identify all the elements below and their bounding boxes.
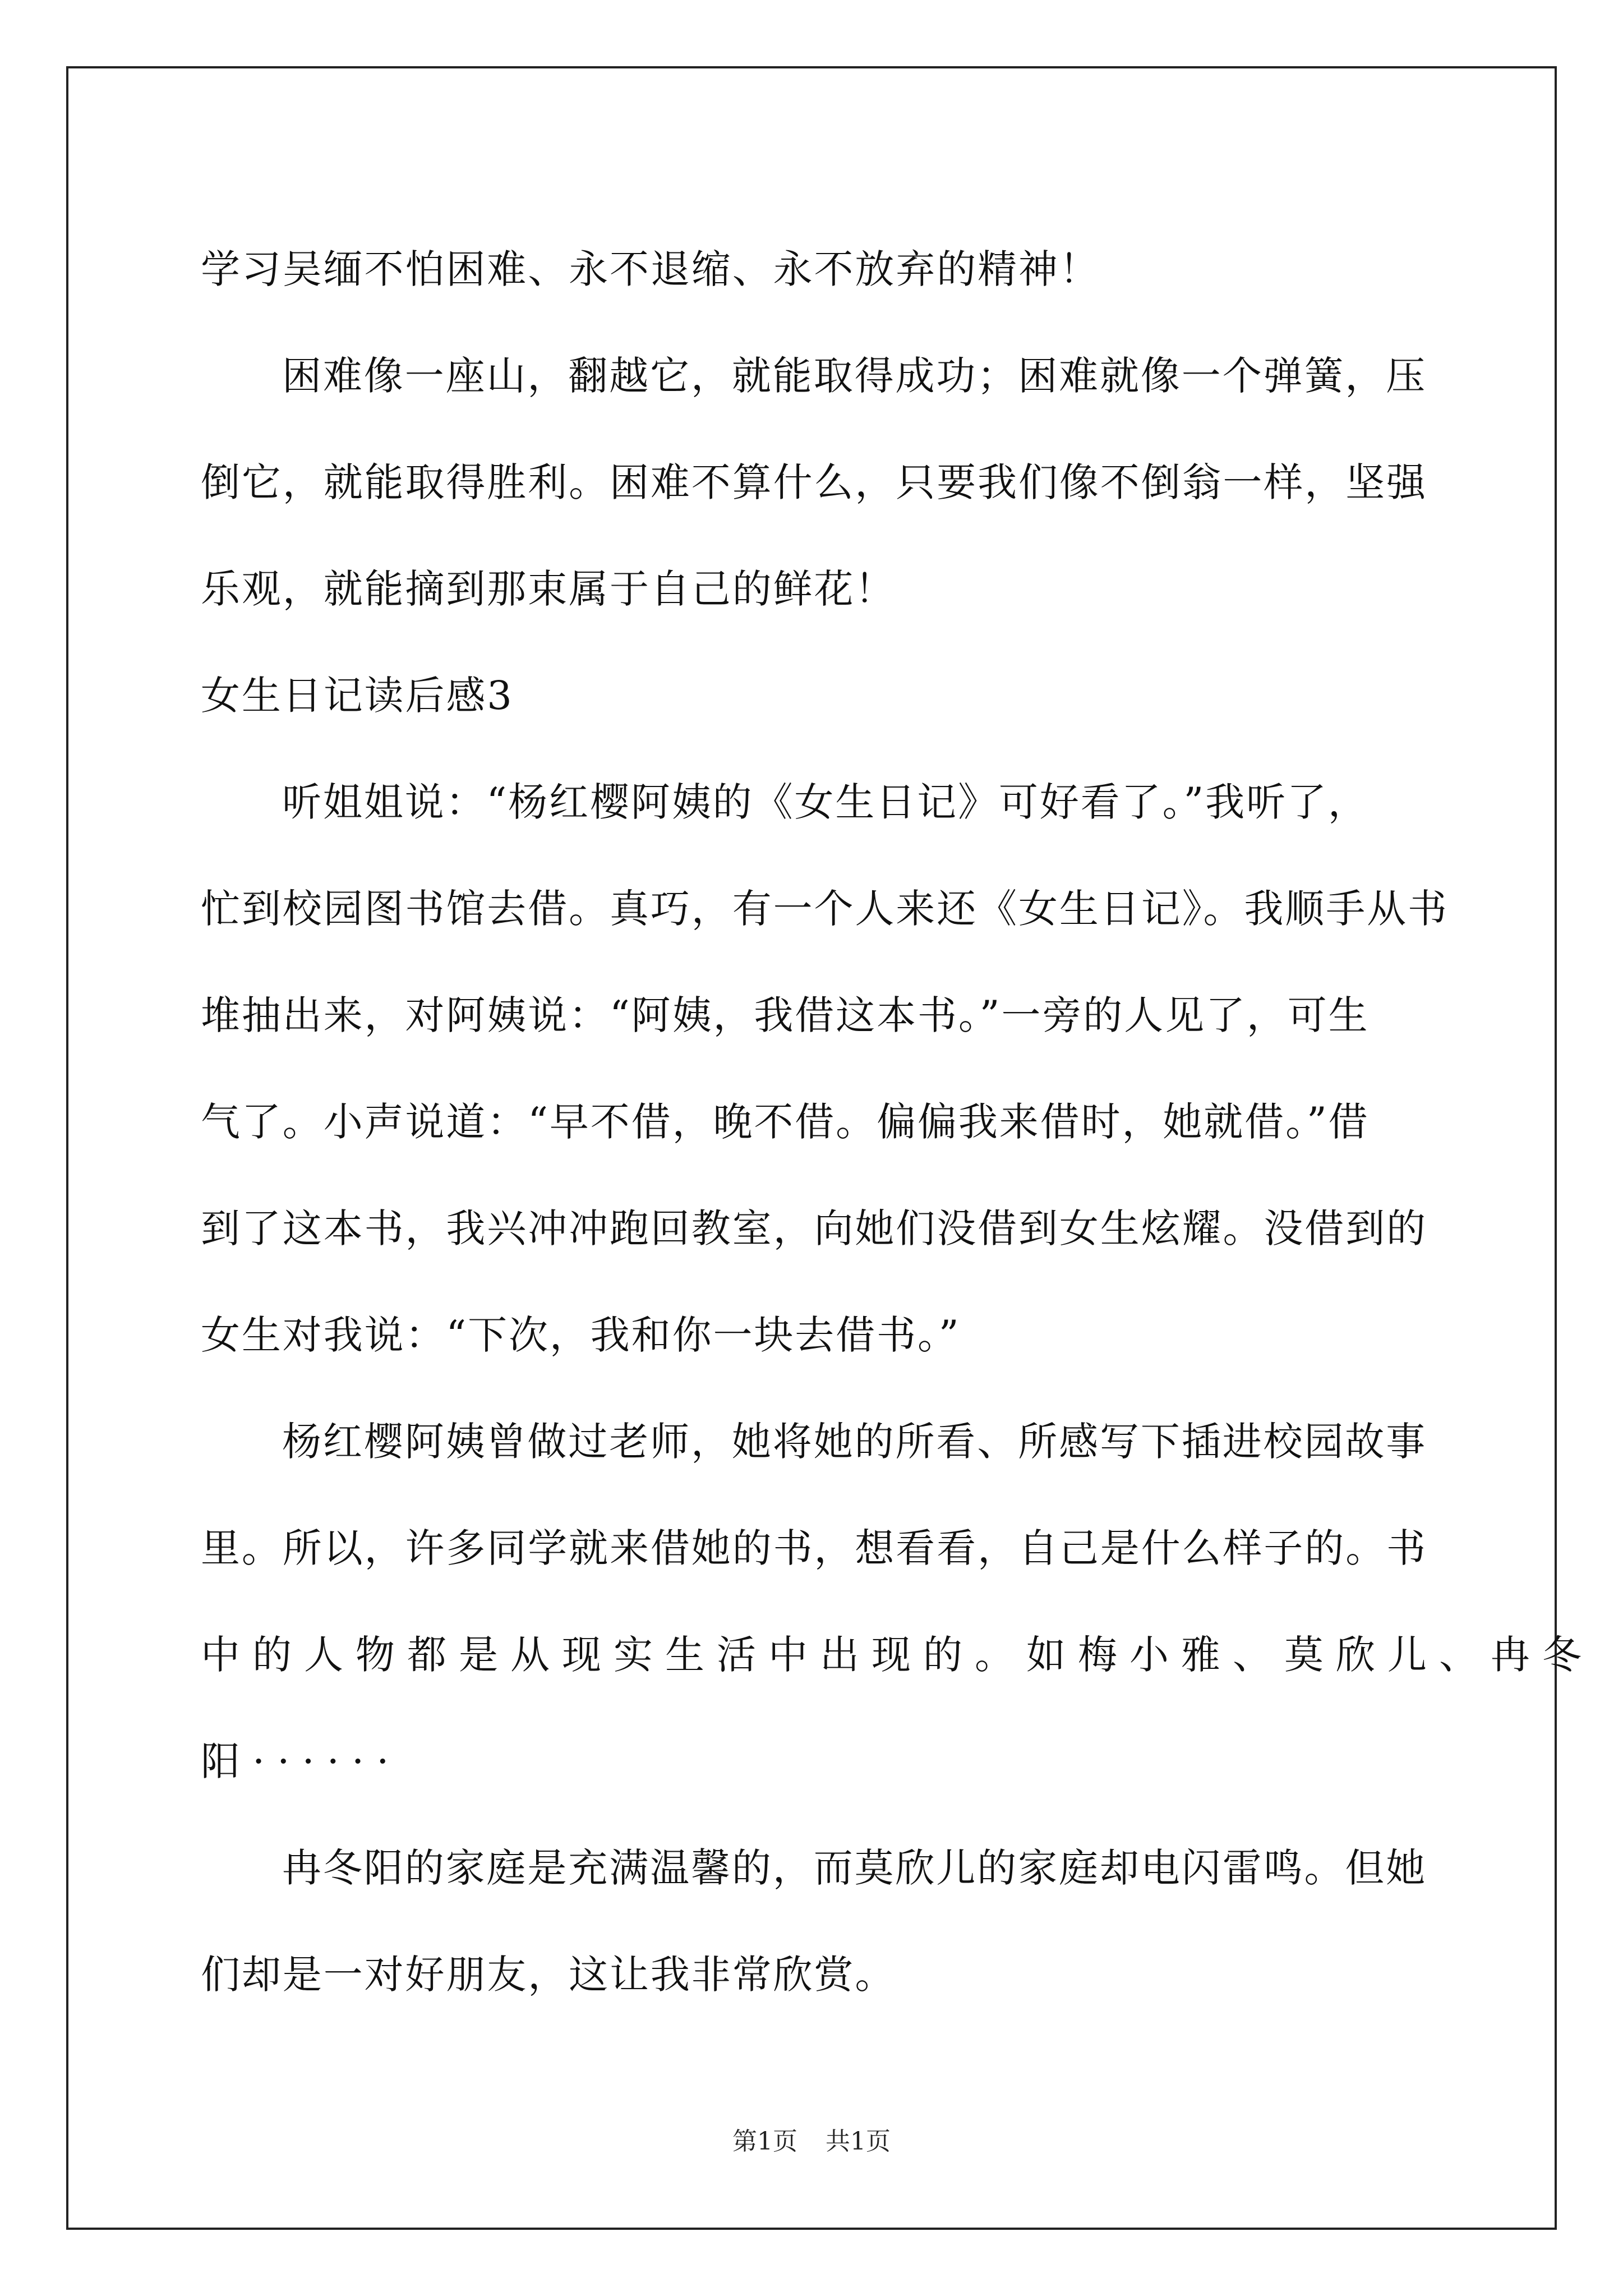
page-number-total: 共1页 bbox=[826, 2127, 891, 2156]
text-line: 堆抽出来，对阿姨说：“阿姨，我借这本书。”一旁的人见了，可生 bbox=[201, 992, 1370, 1038]
text-line: 中的人物都是从现实生活中出现的。如梅小雅、莫欣儿、冉冬 bbox=[201, 1632, 1594, 1678]
document-body bbox=[201, 216, 1594, 2028]
section-heading: 女生日记读后感3 bbox=[201, 673, 514, 719]
page-footer bbox=[0, 2125, 1623, 2159]
text-line: 倒它，就能取得胜利。困难不算什么，只要我们像不倒翁一样，坚强 bbox=[201, 459, 1427, 505]
text-line: 气了。小声说道：“早不借，晚不借。偏偏我来借时，她就借。”借 bbox=[201, 1099, 1370, 1145]
text-line: 困难像一座山，翻越它，就能取得成功；困难就像一个弹簧，压 bbox=[282, 353, 1427, 399]
page-number-current: 第1页 bbox=[732, 2127, 797, 2156]
text-line: 冉冬阳的家庭是充满温馨的，而莫欣儿的家庭却电闪雷鸣。但她 bbox=[282, 1845, 1427, 1891]
text-line: 阳······ bbox=[201, 1738, 402, 1784]
text-line: 里。所以，许多同学就来借她的书，想看看，自己是什么样子的。书 bbox=[201, 1525, 1427, 1571]
text-line: 女生对我说：“下次，我和你一块去借书。” bbox=[201, 1312, 961, 1358]
text-line: 听姐姐说：“杨红樱阿姨的《女生日记》可好看了。”我听了， bbox=[282, 779, 1369, 825]
text-line: 杨红樱阿姨曾做过老师，她将她的所看、所感写下插进校园故事 bbox=[282, 1419, 1427, 1465]
text-line: 们却是一对好朋友，这让我非常欣赏。 bbox=[201, 1952, 896, 1998]
text-line: 忙到校园图书馆去借。真巧，有一个人来还《女生日记》。我顺手从书 bbox=[201, 886, 1449, 932]
text-line: 学习吴缅不怕困难、永不退缩、永不放弃的精神！ bbox=[201, 246, 1100, 292]
text-line: 到了这本书，我兴冲冲跑回教室，向她们没借到女生炫耀。没借到的 bbox=[201, 1205, 1427, 1251]
text-line: 乐观，就能摘到那束属于自己的鲜花！ bbox=[201, 566, 896, 612]
